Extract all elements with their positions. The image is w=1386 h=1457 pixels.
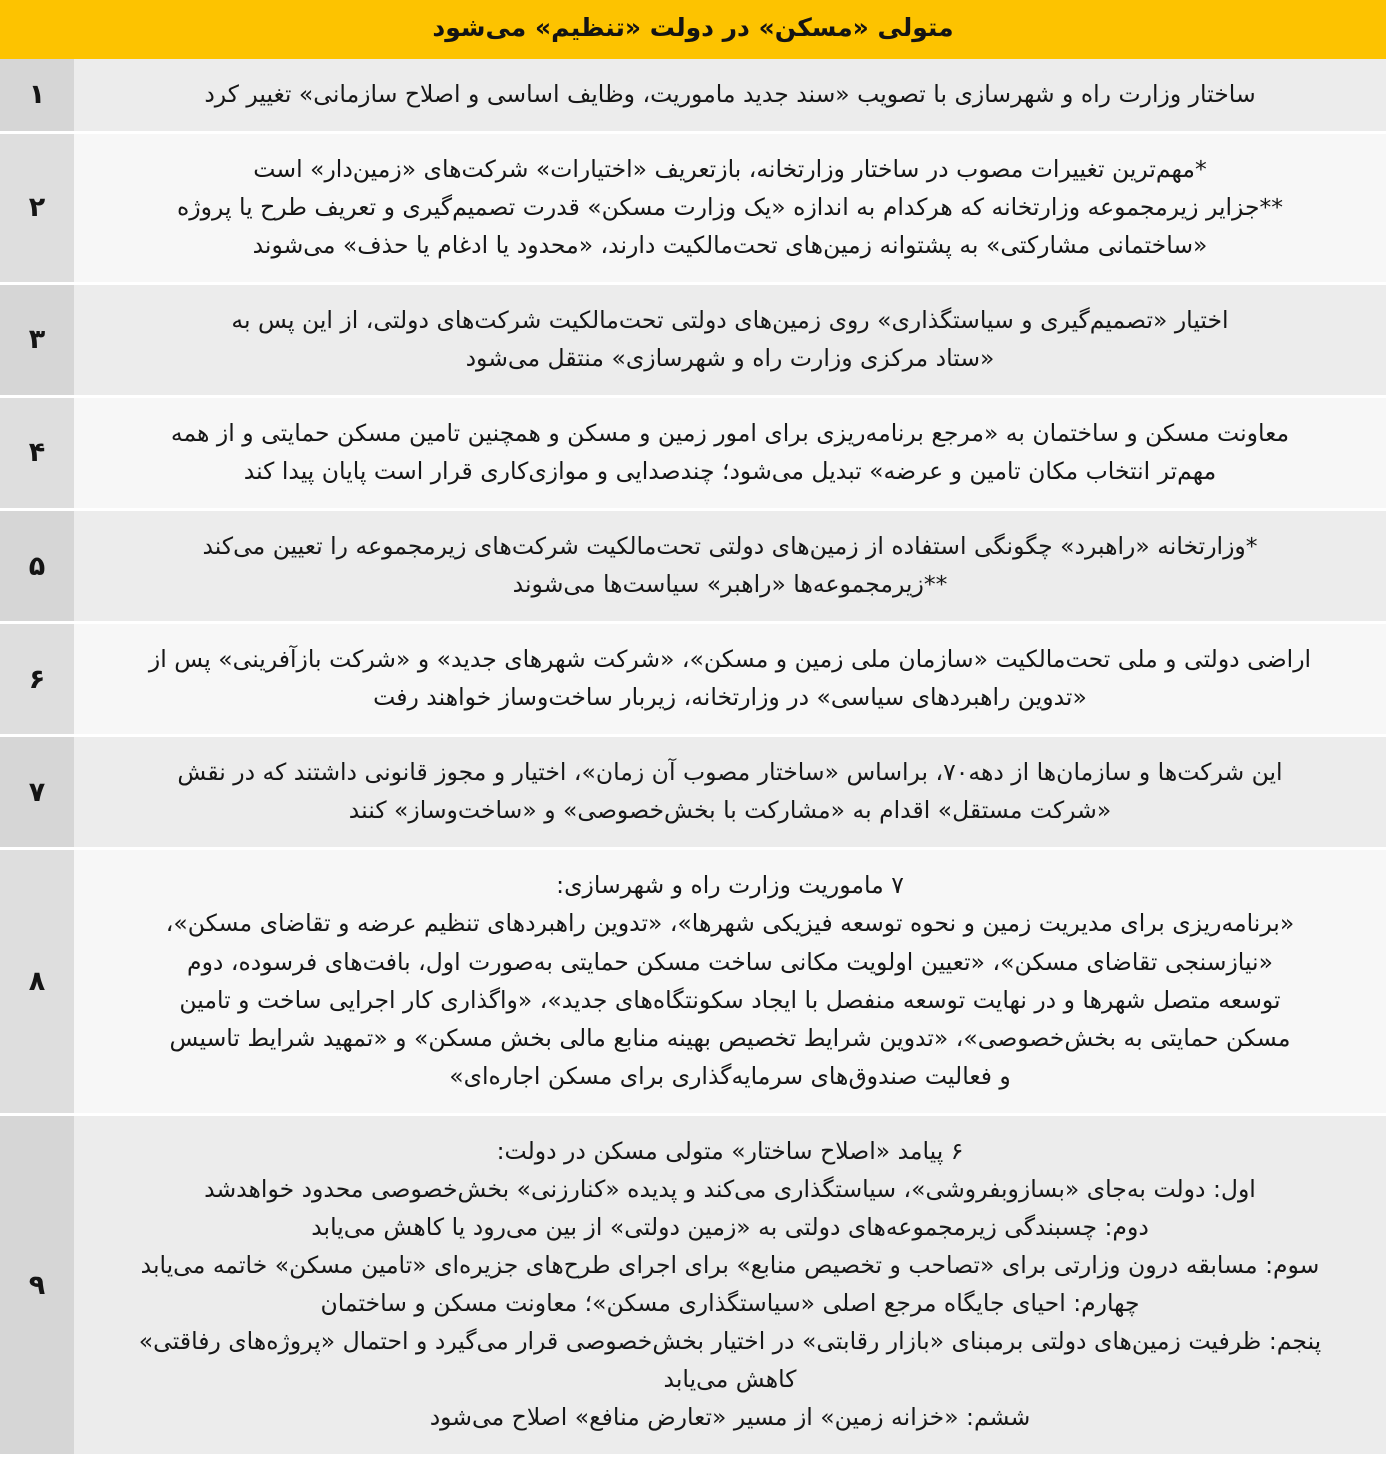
row-text bbox=[74, 510, 1386, 623]
row-text bbox=[74, 736, 1386, 849]
row-number: ۳ bbox=[0, 283, 74, 396]
row-line: ساختار وزارت راه و شهرسازی با تصویب «سند جدید ماموریت، وظایف اساسی و اصلاح سازمانی» تغییر کرد bbox=[100, 75, 1360, 113]
row-text bbox=[74, 623, 1386, 736]
row-line: *وزارتخانه «راهبرد» چگونگی استفاده از زمین‌های دولتی تحت‌مالکیت شرکت‌های زیرمجموعه را تعیین می‌کند bbox=[100, 527, 1360, 565]
row-line: سوم: مسابقه درون وزارتی برای «تصاحب و تخصیص منابع» برای اجرای طرح‌های جزیره‌ای «تامین مسکن» خاتمه می‌یابد bbox=[100, 1246, 1360, 1284]
row-line: ۷ ماموریت وزارت راه و شهرسازی: bbox=[100, 866, 1360, 904]
row-line: ۶ پیامد «اصلاح ساختار» متولی مسکن در دولت: bbox=[100, 1132, 1360, 1170]
row-line: کاهش می‌یابد bbox=[100, 1360, 1360, 1398]
row-line: چهارم: احیای جایگاه مرجع اصلی «سیاستگذاری مسکن»؛ معاونت مسکن و ساختمان bbox=[100, 1284, 1360, 1322]
row-line: **زیرمجموعه‌ها «راهبر» سیاست‌ها می‌شوند bbox=[100, 565, 1360, 603]
row-line: «برنامه‌ریزی برای مدیریت زمین و نحوه توسعه فیزیکی شهرها»، «تدوین راهبردهای تنظیم عرضه و تقاضای مسکن»، bbox=[100, 904, 1360, 942]
row-line: «شرکت مستقل» اقدام به «مشارکت با بخش‌خصوصی» و «ساخت‌وساز» کنند bbox=[100, 791, 1360, 829]
row-number: ۷ bbox=[0, 736, 74, 849]
row-text bbox=[74, 1114, 1386, 1456]
row-line: مسکن حمایتی به بخش‌خصوصی»، «تدوین شرایط تخصیص بهینه منابع مالی بخش مسکن» و «تمهید شرایط تاسیس bbox=[100, 1019, 1360, 1057]
row-line: مهم‌تر انتخاب مکان تامین و عرضه» تبدیل می‌شود؛ چندصدایی و موازی‌کاری قرار است پایان پیدا کند bbox=[100, 452, 1360, 490]
row-line: «ستاد مرکزی وزارت راه و شهرسازی» منتقل می‌شود bbox=[100, 339, 1360, 377]
row-number: ۵ bbox=[0, 510, 74, 623]
row-number: ۹ bbox=[0, 1114, 74, 1456]
row-line: دوم: چسبندگی زیرمجموعه‌های دولتی به «زمین دولتی» از بین می‌رود یا کاهش می‌یابد bbox=[100, 1208, 1360, 1246]
table-row bbox=[0, 283, 1386, 396]
row-text bbox=[74, 849, 1386, 1114]
row-line: اول: دولت به‌جای «بسازوبفروشی»، سیاستگذاری می‌کند و پدیده «کنارزنی» بخش‌خصوصی محدود خواهدشد bbox=[100, 1170, 1360, 1208]
table-row bbox=[0, 1114, 1386, 1456]
row-line: معاونت مسکن و ساختمان به «مرجع برنامه‌ریزی برای امور زمین و مسکن و همچنین تامین مسکن حمایتی و از همه bbox=[100, 414, 1360, 452]
row-number: ۲ bbox=[0, 132, 74, 283]
row-text bbox=[74, 132, 1386, 283]
row-line: اختیار «تصمیم‌گیری و سیاستگذاری» روی زمین‌های دولتی تحت‌مالکیت شرکت‌های دولتی، از این پس به bbox=[100, 301, 1360, 339]
table-row bbox=[0, 623, 1386, 736]
row-line: و فعالیت صندوق‌های سرمایه‌گذاری برای مسکن اجاره‌ای» bbox=[100, 1057, 1360, 1095]
row-number: ۱ bbox=[0, 59, 74, 133]
row-number: ۸ bbox=[0, 849, 74, 1114]
rows-table bbox=[0, 59, 1386, 1457]
row-line: توسعه متصل شهرها و در نهایت توسعه منفصل با ایجاد سکونتگاه‌های جدید»، «واگذاری کار اجرایی ساخت و تامین bbox=[100, 981, 1360, 1019]
table-row bbox=[0, 736, 1386, 849]
row-line: ششم: «خزانه زمین» از مسیر «تعارض منافع» اصلاح می‌شود bbox=[100, 1398, 1360, 1436]
rows-table-body bbox=[0, 59, 1386, 1456]
row-line: این شرکت‌ها و سازمان‌ها از دهه۷۰، براساس «ساختار مصوب آن زمان»، اختیار و مجوز قانونی داشتند که در نقش bbox=[100, 753, 1360, 791]
row-line: «نیازسنجی تقاضای مسکن»، «تعیین اولویت مکانی ساخت مسکن حمایتی به‌صورت اول، بافت‌های فرسوده، دوم bbox=[100, 943, 1360, 981]
page-title: متولی «مسکن» در دولت «تنظیم» می‌شود bbox=[0, 0, 1386, 59]
row-text bbox=[74, 59, 1386, 133]
row-line: «تدوین راهبردهای سیاسی» در وزارتخانه، زیربار ساخت‌وساز خواهند رفت bbox=[100, 678, 1360, 716]
row-line: «ساختمانی مشارکتی» به پشتوانه زمین‌های تحت‌مالکیت دارند، «محدود یا ادغام یا حذف» می‌شوند bbox=[100, 226, 1360, 264]
table-row bbox=[0, 849, 1386, 1114]
table-row bbox=[0, 510, 1386, 623]
row-line: پنجم: ظرفیت زمین‌های دولتی برمبنای «بازار رقابتی» در اختیار بخش‌خصوصی قرار می‌گیرد و احتمال «پروژه‌های رفاقتی» bbox=[100, 1322, 1360, 1360]
row-text bbox=[74, 396, 1386, 509]
row-text bbox=[74, 283, 1386, 396]
table-row bbox=[0, 396, 1386, 509]
table-row bbox=[0, 59, 1386, 133]
row-line: **جزایر زیرمجموعه وزارتخانه که هرکدام به اندازه «یک وزارت مسکن» قدرت تصمیم‌گیری و تعریف طرح یا پروژه bbox=[100, 188, 1360, 226]
table-row bbox=[0, 132, 1386, 283]
row-number: ۶ bbox=[0, 623, 74, 736]
row-number: ۴ bbox=[0, 396, 74, 509]
row-line: اراضی دولتی و ملی تحت‌مالکیت «سازمان ملی زمین و مسکن»، «شرکت شهرهای جدید» و «شرکت بازآفرینی» پس از bbox=[100, 640, 1360, 678]
row-line: *مهم‌ترین تغییرات مصوب در ساختار وزارتخانه، بازتعریف «اختیارات» شرکت‌های «زمین‌دار» است bbox=[100, 150, 1360, 188]
